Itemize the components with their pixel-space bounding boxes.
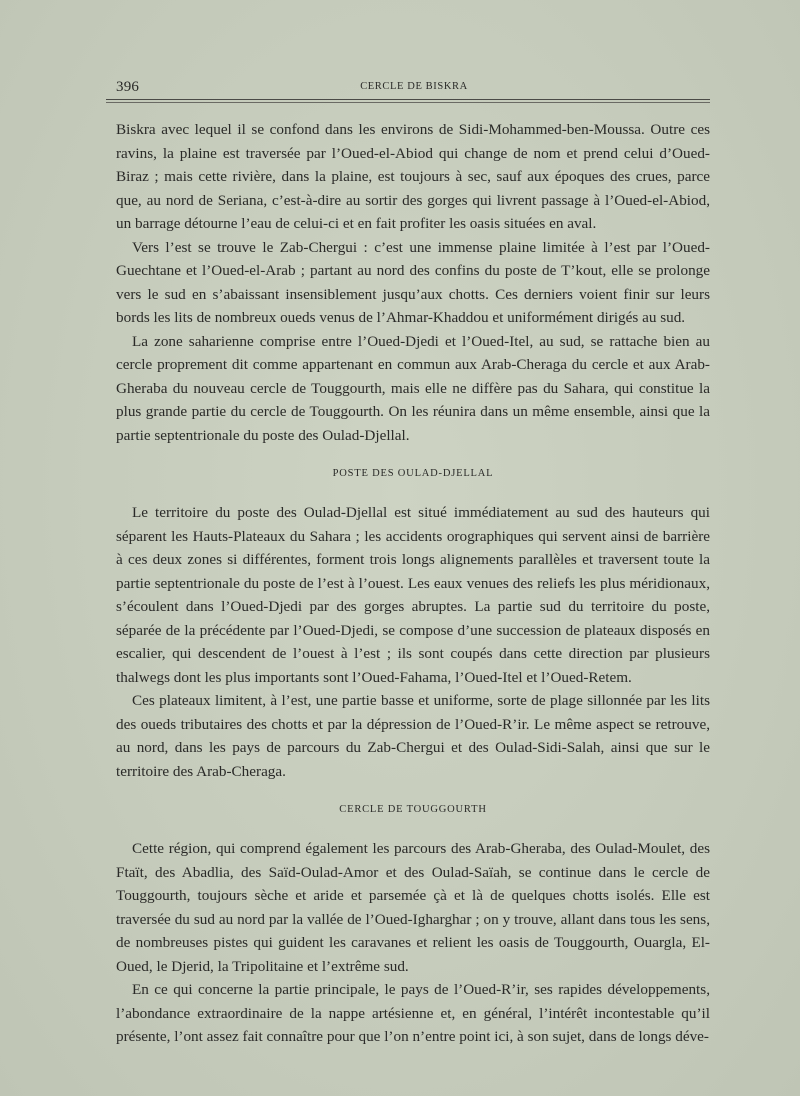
paragraph: Vers l’est se trouve le Zab-Chergui : c’est une immense plaine limitée à l’est par l’Oued-Guechtane et l’Oued-el-Arab ; partant au nord des confins du poste de T’kout, elle se prolonge vers le sud en s’abaissant insensiblement jusqu’aux chotts. Ces derniers voient finir sur leurs bords les lits de nombreux oueds venus de l’Ahmar-Khaddou et uniformément dirigés au sud. <box>116 238 710 326</box>
header-rule-top <box>106 99 710 100</box>
paragraph: Ces plateaux limitent, à l’est, une partie basse et uniforme, sorte de plage sillonnée par les lits des oueds tributaires des chotts et par la dépression de l’Oued-R’ir. Le même aspect se retrouve, au nord, dans les pays de parcours du Zab-Chergui et des Oulad-Sidi-Salah, ainsi que sur le territoire des Arab-Cheraga. <box>116 692 710 780</box>
paragraph: Le territoire du poste des Oulad-Djellal est situé immédiatement au sud des hauteurs qui séparent les Hauts-Plateaux du Sahara ; les accidents orographiques qui servent ainsi de barrière à ces deux zones si différentes, forment trois longs alignements parallèles et traversent toute la partie septentrionale du poste de l’est à l’ouest. Les eaux venues des reliefs les plus méridionaux, s’écoulent dans l’Oued-Djedi par des gorges abruptes. La partie sud du territoire du poste, séparée de la précédente par l’Oued-Djedi, se compose d’une succession de plateaux disposés en escalier, qui descendent de l’ouest à l’est ; ils sont coupés dans cette direction par plusieurs thalwegs dont les plus importants sont l’Oued-Fahama, l’Oued-Itel et l’Oued-Retem. <box>116 504 710 686</box>
section-heading-touggourth: CERCLE DE TOUGGOURTH <box>339 804 487 815</box>
page-number: 396 <box>116 79 140 95</box>
running-title: CERCLE DE BISKRA <box>360 81 468 92</box>
header-rule-bottom <box>106 102 710 103</box>
body-text <box>116 118 710 1049</box>
paragraph: La zone saharienne comprise entre l’Oued-Djedi et l’Oued-Itel, au sud, se rattache bien au cercle proprement dit comme appartenant en commun aux Arab-Cheraga du cercle et aux Arab-Gheraba du nouveau cercle de Touggourth, mais elle ne diffère pas du Sahara, qui constitue la plus grande partie du cercle de Touggourth. On les réunira dans un même ensemble, ainsi que la partie septentrionale du poste des Oulad-Djellal. <box>116 332 710 444</box>
page-header <box>116 79 712 97</box>
paragraph: Cette région, qui comprend également les parcours des Arab-Gheraba, des Oulad-Moulet, des Ftaït, des Abadlia, des Saïd-Oulad-Amor et des Oulad-Saïah, se continue dans le cercle de Touggourth, toujours sèche et aride et parsemée çà et là de quelques chotts isolés. Elle est traversée du sud au nord par la vallée de l’Oued-Igharghar ; on y trouve, allant dans tous les sens, de nombreuses pistes qui guident les caravanes et relient les oasis de Touggourth, Ouargla, El-Oued, le Djerid, la Tripolitaine et l’extrême sud. <box>116 840 710 975</box>
section-heading-oulad-djellal: POSTE DES OULAD-DJELLAL <box>332 468 494 479</box>
paragraph: Biskra avec lequel il se confond dans les environs de Sidi-Mohammed-ben-Moussa. Outre ces ravins, la plaine est traversée par l’Oued-el-Abiod qui change de nom et prend celui d’Oued-Biraz ; mais cette rivière, dans la plaine, est toujours à sec, sauf aux époques des crues, parce que, au nord de Seriana, c’est-à-dire au sortir des gorges qui livrent passage à l’Oued-el-Abiod, un barrage détourne l’eau de celui-ci et en fait profiter les oasis situées en aval. <box>116 121 710 232</box>
paragraph: En ce qui concerne la partie principale, le pays de l’Oued-R’ir, ses rapides développements, l’abondance extraordinaire de la nappe artésienne et, en général, l’intérêt incontestable qu’il présente, l’ont assez fait connaître pour que l’on n’entre point ici, à son sujet, dans de longs déve- <box>116 981 710 1045</box>
